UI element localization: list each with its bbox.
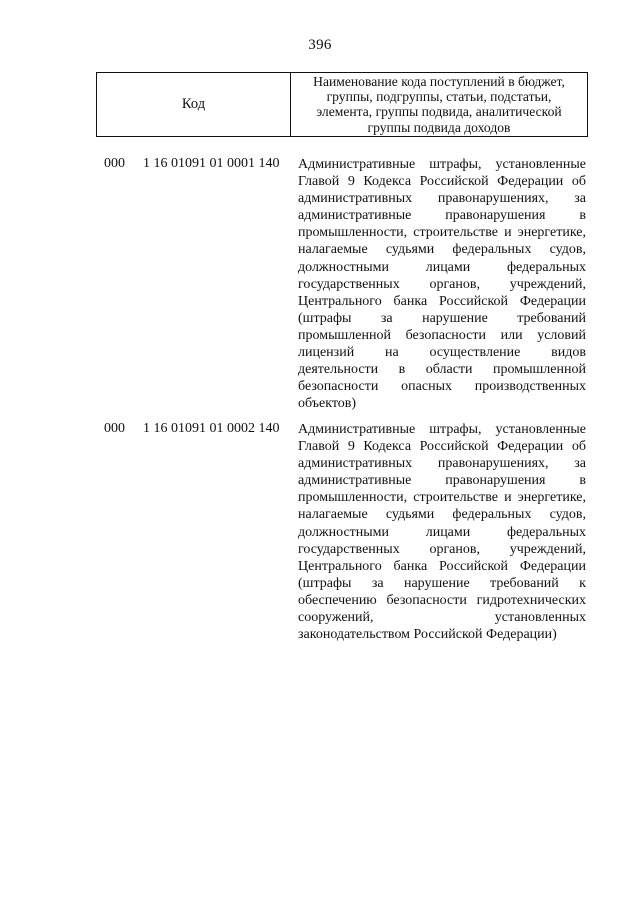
header-code-label: Код xyxy=(181,96,206,112)
description-line: Центрального банка Российской Федерации xyxy=(298,558,586,574)
revenue-description xyxy=(298,421,586,643)
description-line: законодательством Российской Федерации) xyxy=(298,627,557,643)
description-line: административные правонарушения в xyxy=(298,208,586,224)
description-line: сооружений, установленных xyxy=(298,610,586,626)
description-line: государственных органов, учреждений, xyxy=(298,541,586,557)
header-name-line: элемента, группы подвида, аналитической xyxy=(316,104,562,120)
header-name-line: Наименование кода поступлений в бюджет, xyxy=(313,74,565,89)
description-line: (штрафы за нарушение требований к xyxy=(298,575,586,591)
admin-code: 000 xyxy=(104,421,125,436)
description-line: (штрафы за нарушение требований xyxy=(298,310,586,326)
description-line: промышленности, строительстве и энергетике, xyxy=(298,490,586,506)
description-line: Административные штрафы, установленные xyxy=(298,157,586,172)
description-line: безопасности опасных производственных xyxy=(298,379,586,395)
header-name-cell xyxy=(291,73,587,136)
description-line: деятельности в области промышленной xyxy=(298,362,586,378)
admin-code: 000 xyxy=(104,156,125,171)
description-line: лицензий на осуществление видов xyxy=(298,345,586,361)
table-header xyxy=(96,72,588,137)
description-line: административные правонарушения в xyxy=(298,473,586,489)
description-line: административных правонарушениях, за xyxy=(298,456,586,472)
page-number: 396 xyxy=(308,37,332,53)
description-line: государственных органов, учреждений, xyxy=(298,276,586,292)
description-line: Главой 9 Кодекса Российской Федерации об xyxy=(298,439,586,455)
description-line: административных правонарушениях, за xyxy=(298,191,586,207)
description-line: налагаемые судьями федеральных судов, xyxy=(298,507,586,523)
description-line: объектов) xyxy=(298,396,357,412)
description-line: обеспечению безопасности гидротехнических xyxy=(298,592,586,608)
revenue-code: 1 16 01091 01 0001 140 xyxy=(143,156,280,171)
revenue-code: 1 16 01091 01 0002 140 xyxy=(143,421,280,436)
revenue-description xyxy=(298,156,586,412)
description-line: промышленной безопасности или условий xyxy=(298,327,586,343)
description-line: должностными лицами федеральных xyxy=(298,259,586,275)
description-line: промышленности, строительстве и энергетике, xyxy=(298,225,586,241)
header-name-line: группы подвида доходов xyxy=(367,119,511,135)
header-code-cell xyxy=(97,73,291,136)
description-line: налагаемые судьями федеральных судов, xyxy=(298,242,586,258)
description-line: Главой 9 Кодекса Российской Федерации об xyxy=(298,174,586,190)
description-line: должностными лицами федеральных xyxy=(298,524,586,540)
header-name-line: группы, подгруппы, статьи, подстатьи, xyxy=(326,89,552,105)
description-line: Центрального банка Российской Федерации xyxy=(298,293,586,309)
description-line: Административные штрафы, установленные xyxy=(298,422,586,437)
